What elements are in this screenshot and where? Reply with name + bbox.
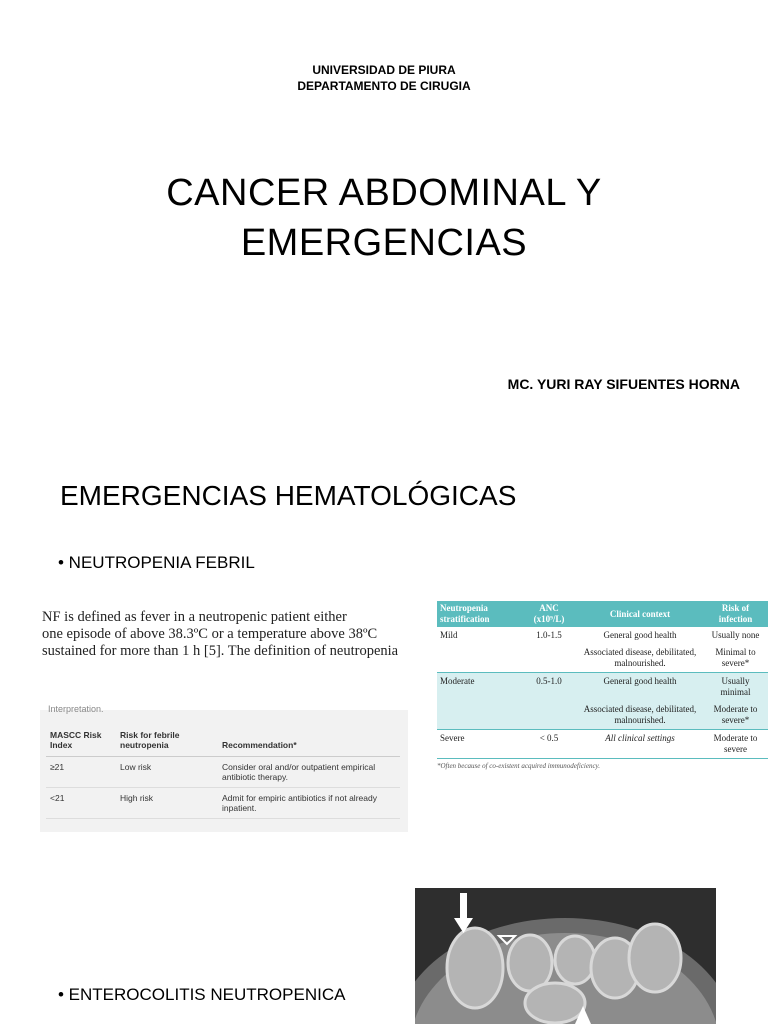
table-cell xyxy=(437,644,521,673)
table-cell: Moderate to severe* xyxy=(703,701,768,730)
table-cell: Moderate xyxy=(437,673,521,702)
mascc-risk-table xyxy=(40,704,408,832)
table-cell: 1.0-1.5 xyxy=(536,630,562,640)
table-cell: Low risk xyxy=(116,757,218,788)
mascc-header: Risk for febrile neutropenia xyxy=(116,724,218,757)
nf-definition-excerpt xyxy=(42,609,414,660)
department-name: DEPARTAMENTO DE CIRUGIA xyxy=(297,79,471,93)
title-line-1: CANCER ABDOMINAL Y xyxy=(166,172,602,214)
author-name: MC. YURI RAY SIFUENTES HORNA xyxy=(507,376,740,392)
table-row xyxy=(437,673,768,702)
table-cell xyxy=(521,644,577,673)
neut-header: ANC (x10⁹/L) xyxy=(521,601,577,627)
table-cell: Usually none xyxy=(711,630,760,640)
table-cell: Associated disease, debilitated, malnourished. xyxy=(577,701,703,730)
ct-scan-image xyxy=(415,888,716,1024)
definition-line: one episode of above 38.3ºC or a temperature above 38ºC xyxy=(42,626,378,642)
table-cell: Minimal to severe* xyxy=(715,647,756,668)
neutropenia-stratification-table xyxy=(437,601,768,770)
table-row xyxy=(437,730,768,759)
table-cell xyxy=(437,701,521,730)
table-row xyxy=(46,757,400,788)
table-cell: Severe xyxy=(437,730,521,759)
table-cell: Moderate to severe xyxy=(703,730,768,759)
institution-name: UNIVERSIDAD DE PIURA xyxy=(312,63,456,77)
table-row xyxy=(437,627,768,644)
table-cell: All clinical settings xyxy=(577,730,703,759)
table-cell: High risk xyxy=(116,788,218,819)
section-title: EMERGENCIAS HEMATOLÓGICAS xyxy=(60,480,517,511)
table-cell: ≥21 xyxy=(46,757,116,788)
table-cell: Consider oral and/or outpatient empirical antibiotic therapy. xyxy=(218,757,400,788)
definition-line: sustained for more than 1 h [5]. The definition of neutropenia xyxy=(42,643,399,659)
neut-header: Risk of infection xyxy=(703,601,768,627)
table-cell xyxy=(521,701,577,730)
table-row xyxy=(46,788,400,819)
title-line-2: EMERGENCIAS xyxy=(240,222,528,264)
table-cell: General good health xyxy=(603,630,677,640)
table-cell: General good health xyxy=(577,673,703,702)
table-row xyxy=(437,701,768,730)
table-cell: <21 xyxy=(46,788,116,819)
definition-line: NF is defined as fever in a neutropenic patient either xyxy=(42,609,347,625)
bullet-enterocolitis: • ENTEROCOLITIS NEUTROPENICA xyxy=(58,985,346,1004)
mascc-header: MASCC Risk Index xyxy=(46,724,116,757)
mascc-header: Recommendation* xyxy=(218,724,400,757)
table-cell: < 0.5 xyxy=(521,730,577,759)
table-footnote: *Often because of co-existent acquired immunodeficiency. xyxy=(437,762,601,770)
table-cell: Usually minimal xyxy=(703,673,768,702)
table-cell: 0.5-1.0 xyxy=(521,673,577,702)
table-cell: Mild xyxy=(440,630,458,640)
table-cell: Associated disease, debilitated, malnourished. xyxy=(583,647,697,668)
mascc-cut-caption: Interpretation. xyxy=(48,704,104,714)
bullet-neutropenia-febril: • NEUTROPENIA FEBRIL xyxy=(58,553,255,572)
ct-scan-drawing xyxy=(415,888,716,1024)
table-row xyxy=(437,644,768,673)
neut-header: Neutropenia stratification xyxy=(437,601,521,627)
presentation-title xyxy=(0,168,768,268)
neut-header: Clinical context xyxy=(577,601,703,627)
table-cell: Admit for empiric antibiotics if not already inpatient. xyxy=(218,788,400,819)
